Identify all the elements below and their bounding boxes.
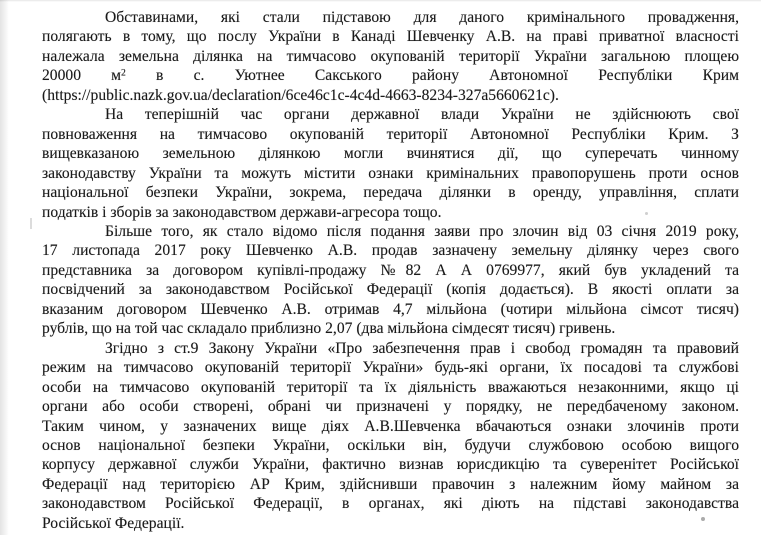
text-line: податків і зборів за законодавством держави-агресора тощо.: [42, 203, 442, 221]
text-line: (https://public.nazk.gov.ua/declaration/6ce46c1c-4c4d-4663-8234-327a5660621c).: [42, 86, 559, 104]
paragraph: [42, 8, 739, 105]
scan-edge-artifact-top: [0, 0, 761, 2]
text-line: законодавству України та можуть містити ознаки кримінальних правопорушень проти основ: [42, 164, 739, 182]
superscript-2: 2: [121, 68, 126, 80]
text-line: належала земельна ділянка на тимчасово окупованій території України загальною площею: [42, 47, 739, 65]
scan-smudge: [30, 218, 32, 229]
text-line: Більше того, як стало відомо після подання заяви про злочин від 03 січня 2019 року,: [105, 222, 739, 240]
text-line: рублів, що на той час складало приблизно 2,07 (два мільйона сімдесят тисяч) гривень.: [42, 320, 616, 338]
text-line: 17 листопада 2017 року Шевченко А.В. продав зазначену земельну ділянку через свого: [42, 242, 739, 260]
text-line: Згідно з ст.9 Закону України «Про забезпечення прав і свобод громадян та правовий: [105, 339, 739, 357]
text-line: Таким чином, у зазначених вище діях А.В.Шевченка вбачаються ознаки злочинів проти: [42, 417, 739, 435]
text-line: повноваження на тимчасово окупованій території Автономної Республіки Крим. З: [42, 125, 739, 143]
text-line: вказаним договором Шевченко А.В. отримав 4,7 мільйона (чотири мільйона сімсот тисяч): [42, 300, 739, 318]
text-line: Обставинами, які стали підставою для даного кримінального провадження,: [105, 9, 739, 26]
paragraph: [42, 339, 739, 534]
paragraph: [42, 222, 739, 339]
text-line: На теперішній час органи державної влади України не здійснюють свої: [105, 106, 739, 124]
text-line: посвідчений за законодавством Російської Федерації (копія додається). В якості оплати за: [42, 281, 739, 299]
document-text: [42, 8, 739, 533]
text-line: представника за договором купівлі-продажу №82 А А 0769977, який був укладений та: [42, 261, 739, 279]
scan-edge-artifact-left: [0, 0, 9, 535]
paragraph: [42, 105, 739, 222]
text-line: Федерації над територією АР Крим, здійснивши правочин з належним йому майном за: [42, 475, 739, 493]
text-line: органи або особи створені, обрані чи призначені у порядку, не передбаченому законом.: [42, 398, 739, 416]
text-line: особи на тимчасово окупованій території та їх діяльність вважаються незаконними, якщо ці: [42, 378, 739, 396]
text-line: корпусу державної служби України, фактично визнав юрисдикцію та суверенітет Російської: [42, 456, 739, 474]
text-line: режим на тимчасово окупованій території України» будь-які органи, їх посадові та службові: [42, 359, 739, 377]
text-line: вищевказаною земельною ділянкою могли вчинятися дії, що суперечать чинному: [42, 145, 739, 163]
text-line: основ національної безпеки України, оскільки він, будучи службовою особою вищого: [42, 436, 739, 454]
text-line: 20000 $м^2$ в с. Уютнее Сакського району Автономної Республіки Крим: [42, 67, 739, 85]
text-line: національної безпеки України, зокрема, передача ділянки в оренду, управління, сплати: [42, 184, 739, 202]
text-line: Російської Федерації.: [42, 514, 185, 532]
text-line: законодавством Російської Федерації, в органах, які діють на підставі законодавства: [42, 495, 739, 513]
text-line: полягають в тому, що послу України в Канаді Шевченку А.В. на праві приватної власності: [42, 28, 739, 46]
